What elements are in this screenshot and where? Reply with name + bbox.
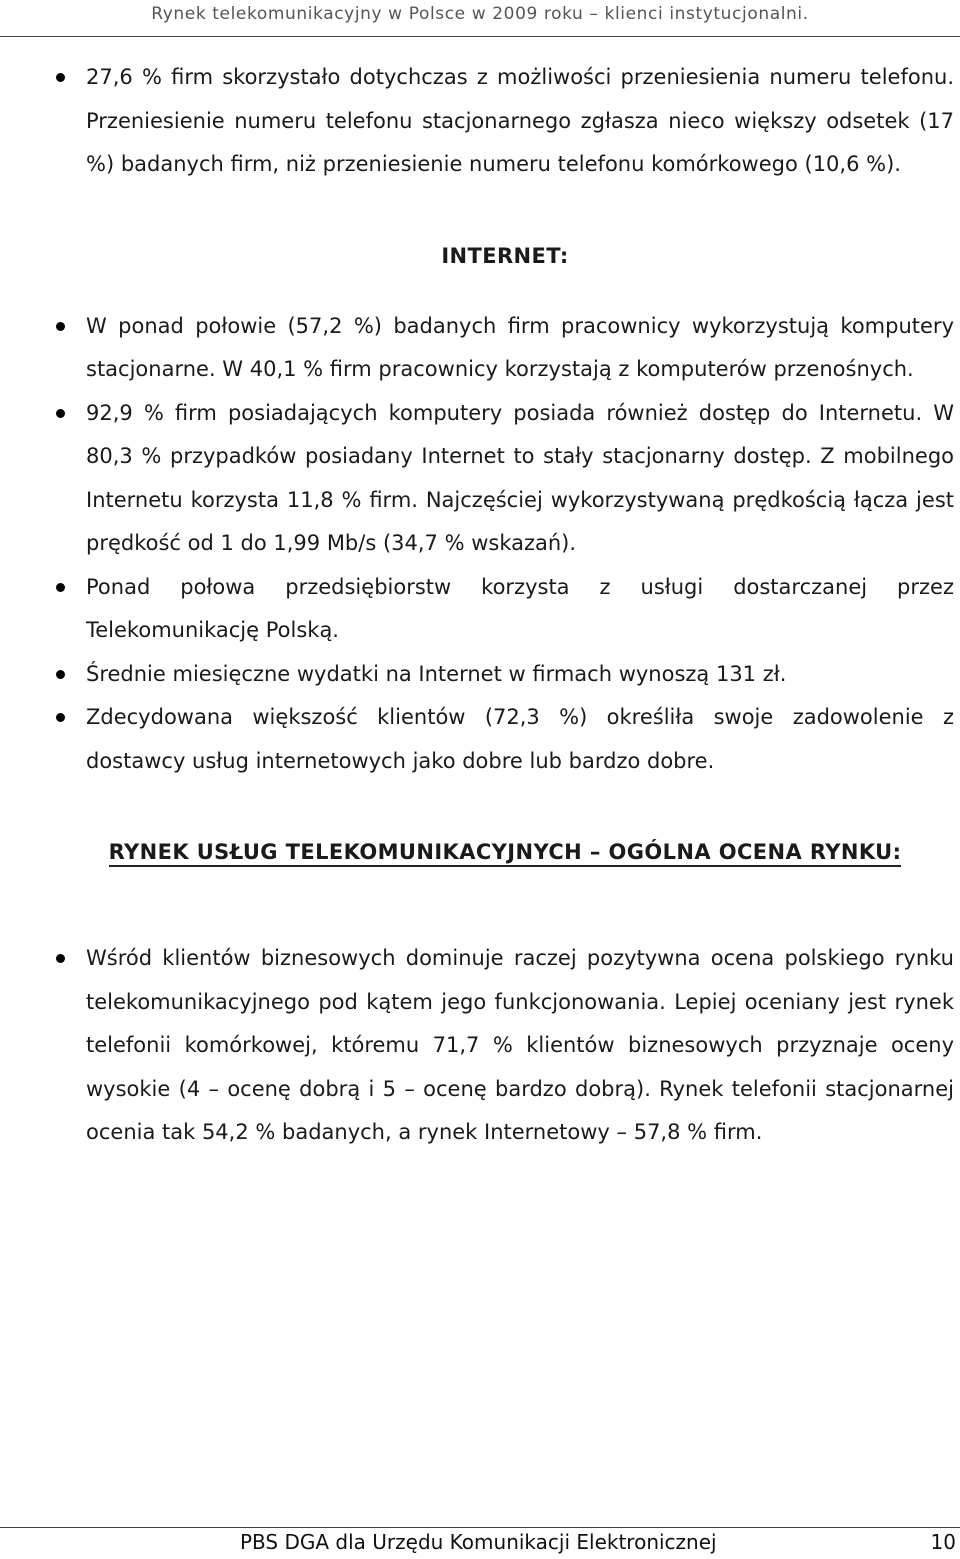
list-item bbox=[56, 392, 954, 566]
list-item bbox=[56, 696, 954, 783]
section-heading-market bbox=[56, 837, 954, 867]
list-item-text: Wśród klientów biznesowych dominuje raczej pozytywna ocena polskiego rynku telekomunikacyjnego pod kątem jego funkcjonowania. Lepiej oceniany jest rynek telefonii komórkowej, któremu 71,7 % klientów biznesowych przyznaje oceny wysokie (4 – ocenę dobrą i 5 – ocenę bardzo dobrą). Rynek telefonii stacjonarnej ocenia tak 54,2 % badanych, a rynek Internetowy – 57,8 % firm. bbox=[86, 946, 954, 1144]
list-item bbox=[56, 56, 954, 187]
section-heading-text: INTERNET: bbox=[441, 243, 569, 268]
list-item bbox=[56, 566, 954, 653]
section-heading-internet bbox=[56, 243, 954, 269]
bullet-icon bbox=[56, 73, 65, 82]
page-footer bbox=[0, 1527, 960, 1559]
bullet-icon bbox=[56, 322, 65, 331]
list-item-text: Ponad połowa przedsiębiorstw korzysta z usługi dostarczanej przez Telekomunikację Polską. bbox=[86, 574, 954, 642]
bullet-icon bbox=[56, 409, 65, 418]
bullet-icon bbox=[56, 670, 65, 679]
bullet-icon bbox=[56, 713, 65, 722]
list-item-text: Zdecydowana większość klientów (72,3 %) określiła swoje zadowolenie z dostawcy usług internetowych jako dobre lub bardzo dobre. bbox=[86, 705, 954, 773]
list-item bbox=[56, 305, 954, 392]
page-number: 10 bbox=[930, 1530, 956, 1554]
bullet-icon bbox=[56, 583, 65, 592]
list-item-text: 27,6 % firm skorzystało dotychczas z możliwości przeniesienia numeru telefonu. Przeniesienie numeru telefonu stacjonarnego zgłasza nieco większy odsetek (17 %) badanych firm, niż przeniesienie numeru telefonu komórkowego (10,6 %). bbox=[86, 65, 954, 176]
list-item bbox=[56, 653, 954, 697]
footer-organization: PBS DGA dla Urzędu Komunikacji Elektronicznej bbox=[240, 1530, 717, 1554]
list-item-text: Średnie miesięczne wydatki na Internet w firmach wynoszą 131 zł. bbox=[86, 661, 787, 686]
list-item-text: W ponad połowie (57,2 %) badanych firm pracownicy wykorzystują komputery stacjonarne. W 40,1 % firm pracownicy korzystają z komputerów przenośnych. bbox=[86, 313, 954, 381]
page-content bbox=[56, 56, 954, 1155]
section-heading-text: RYNEK USŁUG TELEKOMUNIKACYJNYCH – OGÓLNA OCENA RYNKU: bbox=[109, 840, 902, 867]
bullet-icon bbox=[56, 954, 65, 963]
running-title: Rynek telekomunikacyjny w Polsce w 2009 roku – klienci instytucjonalni. bbox=[151, 4, 809, 24]
list-item bbox=[56, 937, 954, 1155]
list-item-text: 92,9 % firm posiadających komputery posiada również dostęp do Internetu. W 80,3 % przypadków posiadany Internet to stały stacjonarny dostęp. Z mobilnego Internetu korzysta 11,8 % firm. Najczęściej wykorzystywaną prędkością łącza jest prędkość od 1 do 1,99 Mb/s (34,7 % wskazań). bbox=[86, 400, 954, 555]
page-header bbox=[0, 0, 960, 37]
